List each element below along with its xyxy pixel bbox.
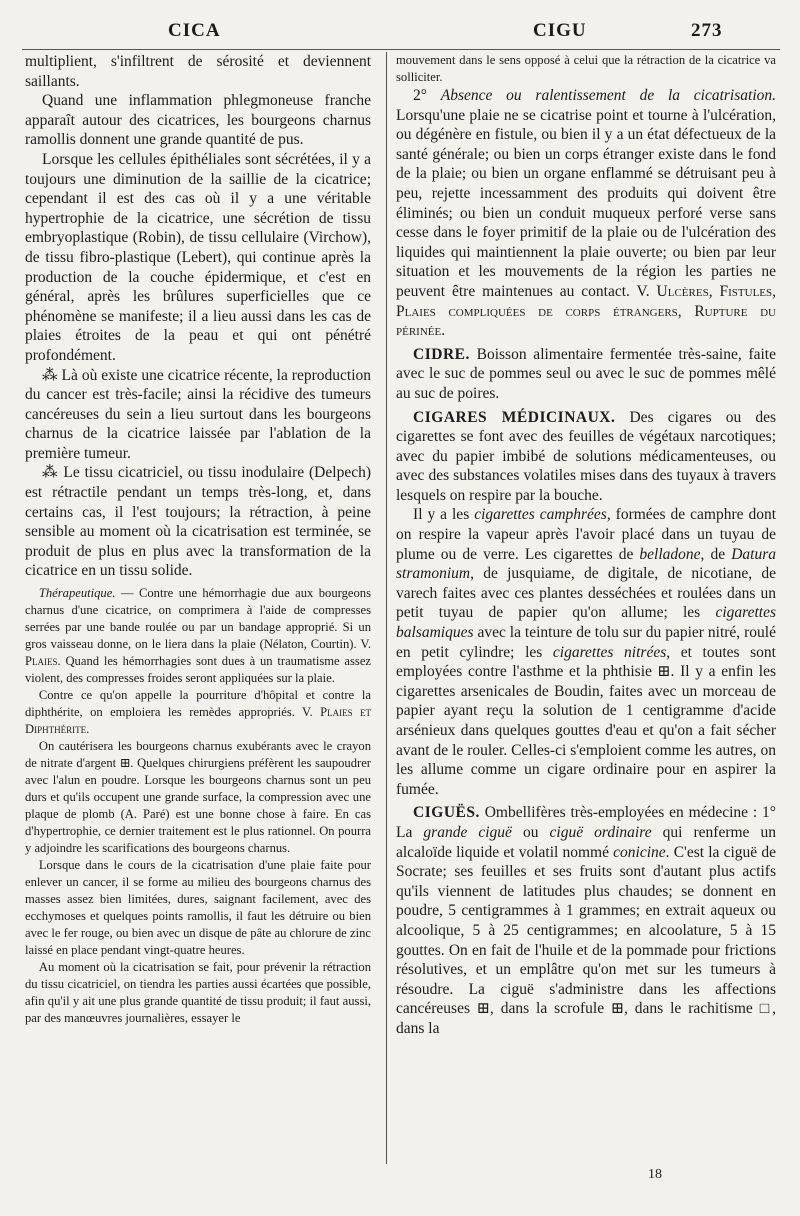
paragraph: mouvement dans le sens opposé à celui que la rétraction de la cicatrice va solliciter. xyxy=(396,53,776,84)
paragraph: Lorsque les cellules épithéliales sont sécrétées, il y a toujours une diminution de la saillie de la cicatrice; cependant il est des cas où il y a une véritable hypertrophie de la cicatrice, une sécrétion de tissu embryoplastique (Robin), de tissu cellulaire (Virchow), de tissu fibro-plastique (Lebert), qui continue après la production de la couche épidermique, et c'est en général, après les brûlures superficielles que ce phénomène se manifeste; il a lieu aussi dans les cas de plaies étroites de la peau et qui ont pénétré profondément. xyxy=(25,150,371,364)
headword: CIGUËS. xyxy=(413,804,480,822)
paragraph: Contre ce qu'on appelle la pourriture d'hôpital et contre la diphthérite, on emploiera les remèdes appropriés. V. Plaies et Diphthérite. xyxy=(25,688,371,737)
paragraph: ⁂ Le tissu cicatriciel, ou tissu inodulaire (Delpech) est rétractile pendant un temps très-long, et, dans certains cas, il l'est toujours; la rétraction, à peine sensible au moment où la cicatrisation est terminée, se produit de plus en plus avec la transformation de la cicatrice en un tissu solide. xyxy=(25,464,371,580)
header-left: CICA xyxy=(168,20,221,41)
headword: CIGARES MÉDICINAUX. xyxy=(413,408,616,426)
header-rule xyxy=(22,49,780,50)
paragraph: multiplient, s'infiltrent de sérosité et deviennent saillants. xyxy=(25,53,371,90)
paragraph: Au moment où la cicatrisation se fait, pour prévenir la rétraction du tissu cicatriciel, on tiendra les parties aussi écartées que possible, afin qu'il y ait une plus grande quantité de tissu produit; il faut aussi, par des manœuvres journalières, essayer le xyxy=(25,960,371,1026)
paragraph: On cautérisera les bourgeons charnus exubérants avec le crayon de nitrate d'argent ⊞. Quelques chirurgiens préfèrent les saupoudrer avec l'alun en poudre. Lorsque les bourgeons charnus sont un peu durs et qu'ils occupent une grande surface, la compression avec une plaque de plomb (A. Paré) est une bonne chose à faire. En cas d'hypertrophie, ce dernier traitement est le plus rationnel. On pourra y adjoindre les scarifications des bourgeons charnus. xyxy=(25,739,371,856)
entry-cidre: CIDRE. Boisson alimentaire fermentée très-saine, faite avec le suc de pommes seul ou avec le suc de pommes mêlé au suc de poires. xyxy=(396,345,776,402)
right-column xyxy=(396,52,776,1170)
paragraph: Thérapeutique. — Contre une hémorrhagie due aux bourgeons charnus d'une cicatrice, on comprimera à l'aide de compresses serrées par une bande roulée ou par un bandage approprié. Si un gros vaisseau donne, on le liera dans la plaie (Nélaton, Courtin). V. Plaies. Quand les hémorrhagies sont dues à un traumatisme assez violent, des compresses froides seront appliquées sur la plaie. xyxy=(25,586,371,686)
paragraph: Quand une inflammation phlegmoneuse franche apparaît autour des cicatrices, les bourgeons charnus ramollis donnent une grande quantité de pus. xyxy=(25,92,371,149)
header-center: CIGU xyxy=(533,20,587,41)
entry-cigues: CIGUËS. Ombellifères très-employées en médecine : 1° La grande ciguë ou ciguë ordinaire qui renferme un alcaloïde liquide et volatil nommé conicine. C'est la ciguë de Socrate; ses feuilles et ses fruits sont d'autant plus actifs qu'ils viennent de latitudes plus chaudes; se donnent en poudre, 5 centigrammes à 1 grammes; en extrait aqueux ou alcoolique, 5 à 25 centigrammes; en alcoolature, 5 à 15 gouttes. On en fait de l'huile et de la pommade pour frictions résolutives, et un emplâtre qu'on met sur les tumeurs à résoudre. La ciguë s'administre dans les affections cancéreuses ⊞, dans la scrofule ⊞, dans le rachitisme □, dans la xyxy=(396,804,776,1037)
paragraph: 2° Absence ou ralentissement de la cicatrisation. Lorsqu'une plaie ne se cicatrise point et tourne à l'ulcération, ou dégénère en fistule, ou bien il y a un état défectueux de la santé générale; ou bien un corps étranger existe dans le fond de la plaie; ou bien un organe enflammé se détruisant peu à peu, rejette incessamment des produits qui doivent être éliminés; ou bien un conduit muqueux perforé verse sans cesse dans le foyer primitif de la plaie ou de l'ulcération des liquides qui maintiennent la plaie ouverte; ou bien par leur situation et les mouvements de la région les parties ne peuvent être maintenues au contact. V. Ulcères, Fistules, Plaies compliquées de corps étrangers, Rupture du périnée. xyxy=(396,87,776,340)
page-number: 273 xyxy=(691,20,723,41)
paragraph: ⁂ Là où existe une cicatrice récente, la reproduction du cancer est très-facile; ainsi la récidive des tumeurs cancéreuses du sein a lieu surtout dans les bourgeons charnus de la cicatrice laissée par l'ablation de la première tumeur. xyxy=(25,366,371,462)
entry-cigares: CIGARES MÉDICINAUX. Des cigares ou des cigarettes se font avec des feuilles de végétaux narcotiques; avec du papier imbibé de solutions médicamenteuses, ou avec des substances volatiles mises dans des tuyaux à travers lesquels on respire par la bouche. xyxy=(396,408,776,504)
left-column xyxy=(25,52,371,1170)
signature-number: 18 xyxy=(648,1167,662,1182)
paragraph: Lorsque dans le cours de la cicatrisation d'une plaie faite pour enlever un cancer, il se forme au milieu des bourgeons charnus des masses assez bien limitées, dures, saignant facilement, avec des ecchymoses et quelques points ramollis, il faut les détruire ou bien avec le fer rouge, ou bien avec un disque de pâte au chlorure de zinc laissé en place pendant vingt-quatre heures. xyxy=(25,858,371,958)
section-label: Thérapeutique. xyxy=(38,586,116,601)
paragraph: Il y a les cigarettes camphrées, formées de camphre dont on respire la vapeur après l'avoir placé dans un tuyau de plume ou de verre. Les cigarettes de belladone, de Datura stramonium, de jusquiame, de digitale, de nicotiane, de varech faites avec ces plantes desséchées et roulées dans un petit tuyau de papier qu'on allume; les cigarettes balsamiques avec la teinture de tolu sur du papier nitré, roulé en petit cylindre; les cigarettes nitrées, et toutes sont employées contre l'asthme et la phthisie ⊞. Il y a enfin les cigarettes arsenicales de Boudin, faites avec un morceau de papier ayant reçu la solution de 1 centigramme d'acide arsénieux dans quelques gouttes d'eau et qu'on a fait sécher avant de le rouler. Celles-ci s'emploient comme les autres, on les allume comme un cigare ordinaire pour en aspirer la fumée. xyxy=(396,506,776,798)
headword: CIDRE. xyxy=(413,345,470,363)
column-divider xyxy=(386,52,387,1164)
